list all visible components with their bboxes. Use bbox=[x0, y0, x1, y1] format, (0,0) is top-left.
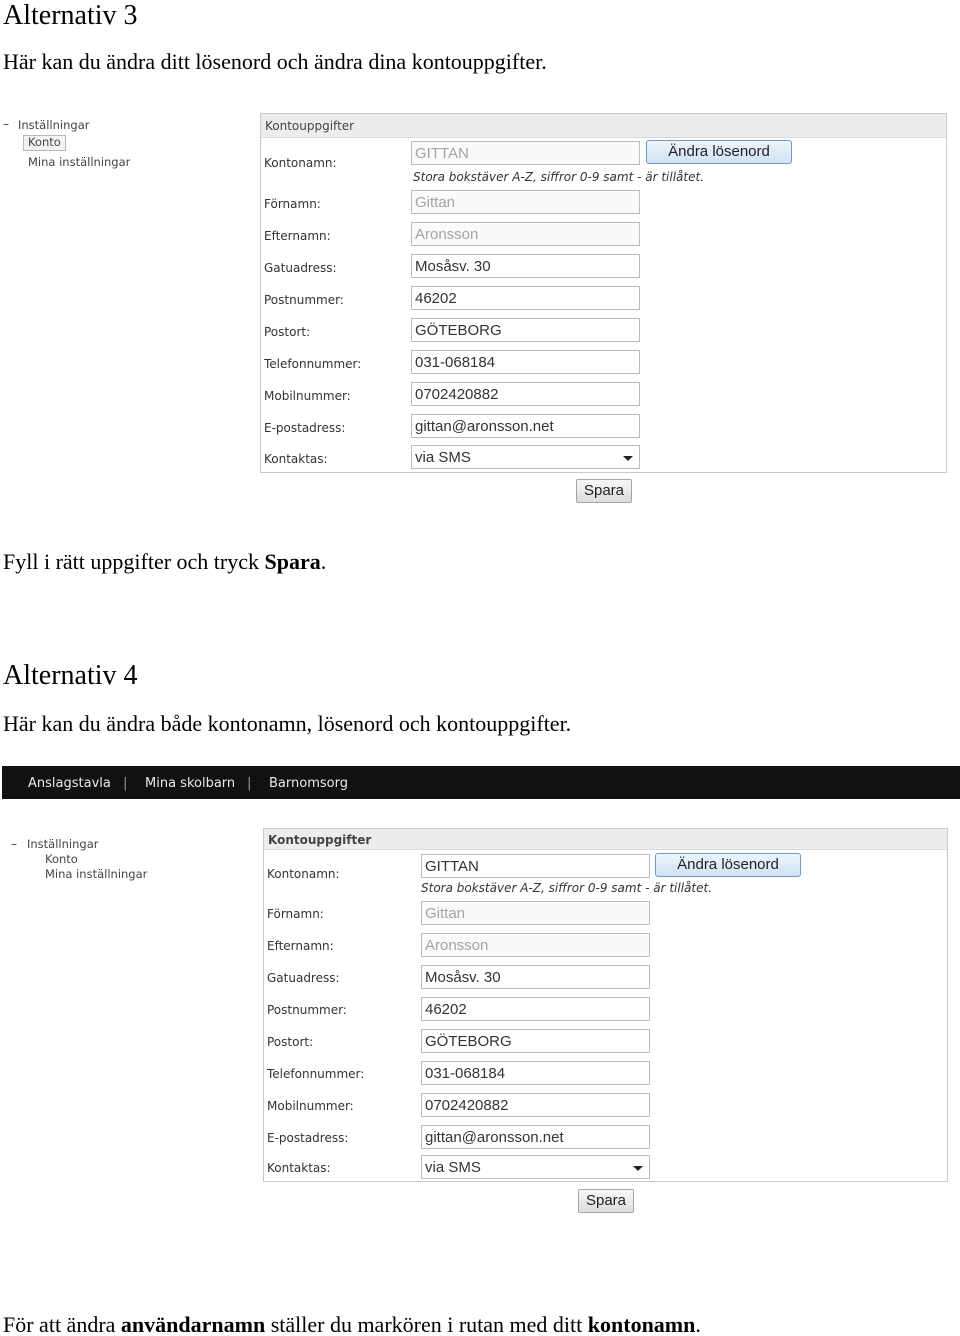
nav-separator: | bbox=[247, 776, 252, 791]
heading-alternativ-3: Alternativ 3 bbox=[3, 0, 138, 31]
label-first-name: Förnamn: bbox=[267, 907, 324, 921]
instruction-save: Fyll i rätt uppgifter och tryck Spara. bbox=[3, 549, 327, 574]
panel-title: Kontouppgifter bbox=[268, 833, 372, 847]
city-field[interactable]: GÖTEBORG bbox=[421, 1029, 650, 1053]
contact-method-value: via SMS bbox=[415, 449, 471, 466]
mobile-field[interactable]: 0702420882 bbox=[421, 1093, 650, 1117]
instruction-username: För att ändra användarnamn ställer du markören i rutan med ditt kontonamn. bbox=[3, 1312, 701, 1336]
dropdown-arrow-icon bbox=[633, 1166, 643, 1171]
collapse-icon[interactable]: – bbox=[3, 117, 9, 131]
label-postal-code: Postnummer: bbox=[264, 293, 344, 307]
tree-item-my-settings[interactable]: Mina inställningar bbox=[45, 867, 148, 881]
label-postal-code: Postnummer: bbox=[267, 1003, 347, 1017]
label-phone: Telefonnummer: bbox=[264, 357, 362, 371]
dropdown-arrow-icon bbox=[623, 456, 633, 461]
label-contact-method: Kontaktas: bbox=[267, 1161, 331, 1175]
nav-bulletin-board[interactable]: Anslagstavla bbox=[28, 776, 111, 791]
account-details-panel-2 bbox=[263, 828, 948, 1182]
account-name-field[interactable]: GITTAN bbox=[421, 854, 650, 878]
contact-method-select[interactable] bbox=[421, 1155, 650, 1179]
nav-separator: | bbox=[123, 776, 128, 791]
collapse-icon[interactable]: – bbox=[11, 837, 17, 851]
label-email: E-postadress: bbox=[267, 1131, 349, 1145]
heading-alternativ-4: Alternativ 4 bbox=[3, 660, 138, 691]
save-button[interactable]: Spara bbox=[578, 1189, 634, 1213]
label-account-name: Kontonamn: bbox=[264, 156, 337, 170]
account-details-panel-1 bbox=[260, 113, 947, 473]
postal-code-field[interactable]: 46202 bbox=[411, 286, 640, 310]
first-name-field[interactable]: Gittan bbox=[421, 901, 650, 925]
mobile-field[interactable]: 0702420882 bbox=[411, 382, 640, 406]
last-name-field[interactable]: Aronsson bbox=[421, 933, 650, 957]
tree-item-my-settings[interactable]: Mina inställningar bbox=[28, 155, 131, 169]
account-name-field[interactable]: GITTAN bbox=[411, 141, 640, 165]
tree-item-settings[interactable]: Inställningar bbox=[18, 118, 90, 132]
label-city: Postort: bbox=[267, 1035, 314, 1049]
label-phone: Telefonnummer: bbox=[267, 1067, 365, 1081]
panel-header bbox=[264, 829, 947, 850]
label-last-name: Efternamn: bbox=[267, 939, 334, 953]
street-field[interactable]: Mosåsv. 30 bbox=[421, 965, 650, 989]
account-name-hint: Stora bokstäver A-Z, siffror 0-9 samt - är tillåtet. bbox=[413, 170, 705, 184]
label-contact-method: Kontaktas: bbox=[264, 452, 328, 466]
first-name-field[interactable]: Gittan bbox=[411, 190, 640, 214]
label-last-name: Efternamn: bbox=[264, 229, 331, 243]
change-password-button[interactable]: Ändra lösenord bbox=[655, 853, 801, 877]
label-street: Gatuadress: bbox=[267, 971, 340, 985]
panel-header bbox=[261, 114, 946, 138]
postal-code-field[interactable]: 46202 bbox=[421, 997, 650, 1021]
nav-childcare[interactable]: Barnomsorg bbox=[269, 776, 348, 791]
phone-field[interactable]: 031-068184 bbox=[411, 350, 640, 374]
label-mobile: Mobilnummer: bbox=[267, 1099, 354, 1113]
tree-item-settings[interactable]: Inställningar bbox=[27, 837, 99, 851]
city-field[interactable]: GÖTEBORG bbox=[411, 318, 640, 342]
label-account-name: Kontonamn: bbox=[267, 867, 340, 881]
label-mobile: Mobilnummer: bbox=[264, 389, 351, 403]
panel-title: Kontouppgifter bbox=[265, 119, 355, 133]
intro-alternativ-4: Här kan du ändra både kontonamn, lösenord och kontouppgifter. bbox=[3, 711, 572, 736]
phone-field[interactable]: 031-068184 bbox=[421, 1061, 650, 1085]
save-button[interactable]: Spara bbox=[576, 479, 632, 503]
tree-item-konto[interactable]: Konto bbox=[45, 852, 78, 866]
label-email: E-postadress: bbox=[264, 421, 346, 435]
intro-alternativ-3: Här kan du ändra ditt lösenord och ändra dina kontouppgifter. bbox=[3, 49, 547, 74]
account-name-hint: Stora bokstäver A-Z, siffror 0-9 samt - är tillåtet. bbox=[421, 881, 713, 895]
label-first-name: Förnamn: bbox=[264, 197, 321, 211]
change-password-button[interactable]: Ändra lösenord bbox=[646, 140, 792, 164]
label-city: Postort: bbox=[264, 325, 311, 339]
email-field[interactable]: gittan@aronsson.net bbox=[421, 1125, 650, 1149]
last-name-field[interactable]: Aronsson bbox=[411, 222, 640, 246]
nav-my-schoolchildren[interactable]: Mina skolbarn bbox=[145, 776, 236, 791]
top-nav-bar bbox=[2, 766, 960, 799]
label-street: Gatuadress: bbox=[264, 261, 337, 275]
email-field[interactable]: gittan@aronsson.net bbox=[411, 414, 640, 438]
contact-method-value: via SMS bbox=[425, 1159, 481, 1176]
contact-method-select[interactable] bbox=[411, 445, 640, 469]
tree-item-konto[interactable]: Konto bbox=[23, 135, 66, 151]
street-field[interactable]: Mosåsv. 30 bbox=[411, 254, 640, 278]
